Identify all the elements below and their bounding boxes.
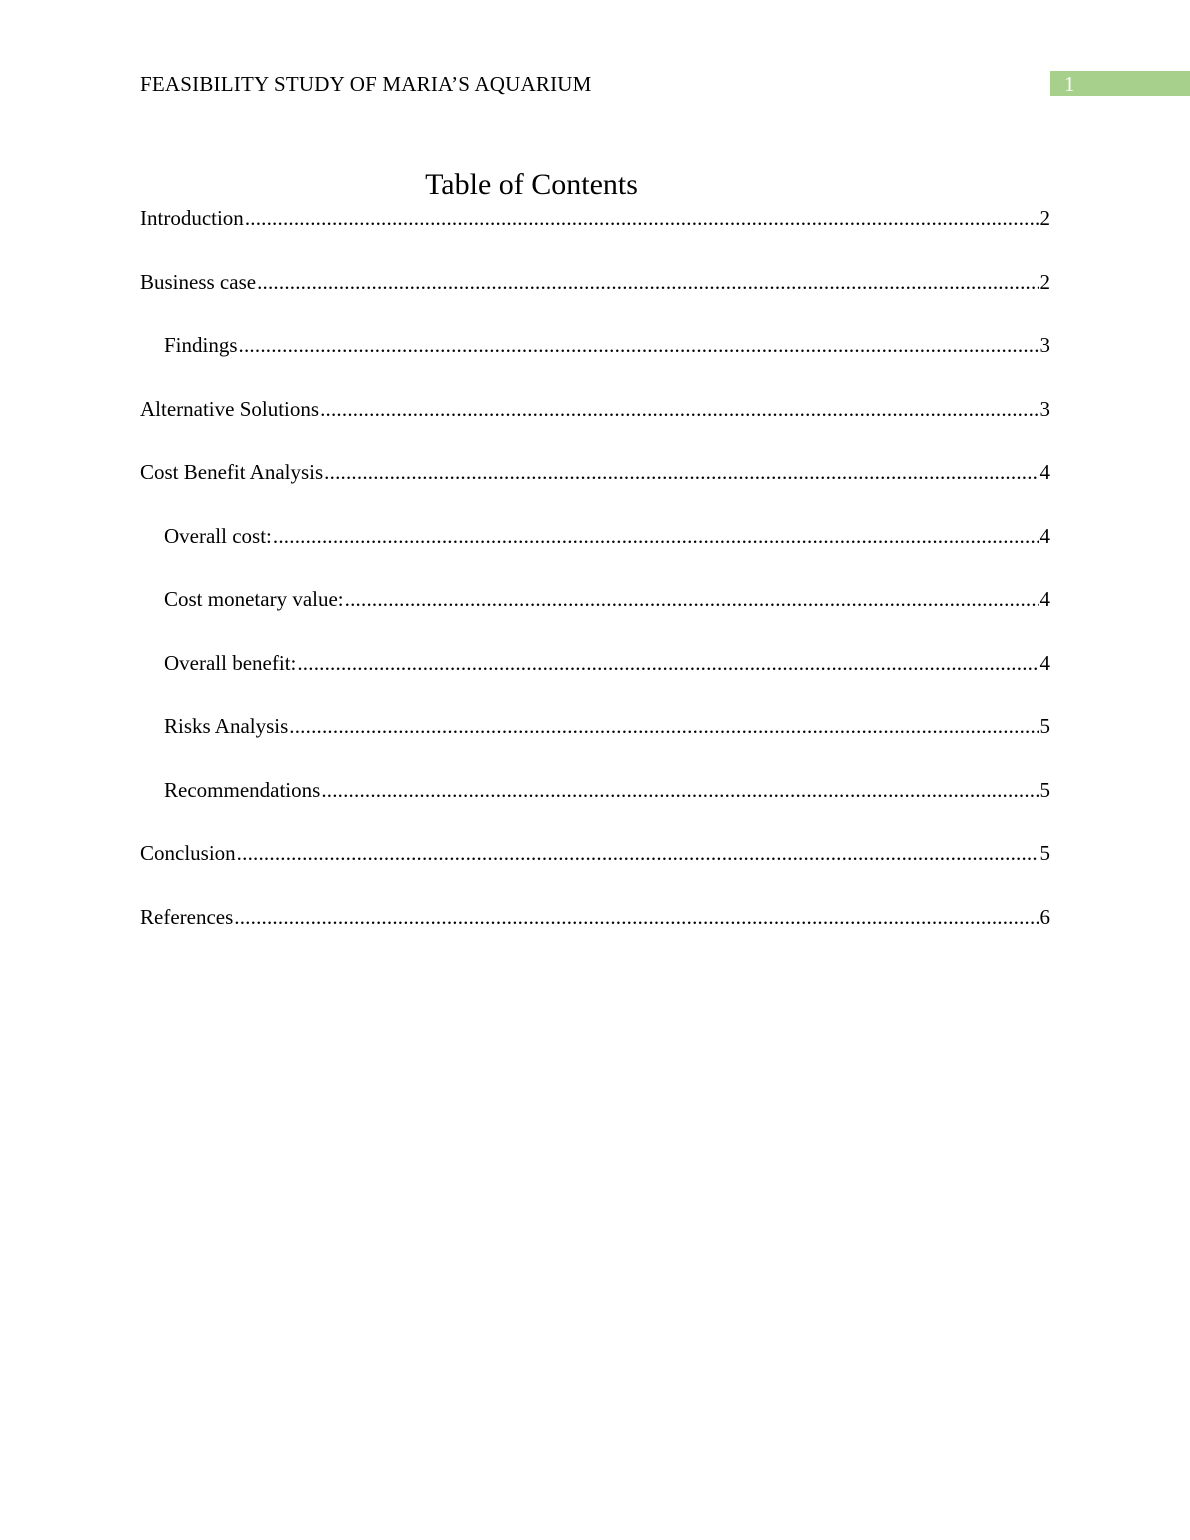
toc-dot-leader: [237, 838, 1039, 868]
table-of-contents: [140, 203, 1050, 965]
toc-dot-leader: [321, 775, 1038, 805]
toc-entry-label: Business case: [140, 269, 257, 294]
toc-entry-page: 4: [1039, 523, 1050, 548]
toc-dot-leader: [289, 711, 1038, 741]
toc-entry-page: 2: [1039, 206, 1050, 230]
toc-entry-label: Cost Benefit Analysis: [140, 460, 324, 484]
toc-entry-business-case[interactable]: [140, 267, 1050, 331]
toc-dot-leader: [297, 648, 1038, 678]
toc-entry-recommendations[interactable]: [140, 775, 1050, 839]
toc-entry-risks-analysis[interactable]: [140, 711, 1050, 775]
toc-entry-label: Risks Analysis: [164, 714, 289, 738]
toc-entry-label: Recommendations: [164, 777, 321, 802]
toc-entry-conclusion[interactable]: [140, 838, 1050, 902]
toc-entry-cost-monetary-value[interactable]: [140, 584, 1050, 648]
page-number-box: [1050, 71, 1190, 96]
toc-entry-alternative-solutions[interactable]: [140, 394, 1050, 458]
toc-dot-leader: [324, 457, 1038, 487]
toc-entry-label: Findings: [164, 333, 238, 357]
toc-dot-leader: [257, 267, 1038, 297]
toc-entry-page: 5: [1039, 714, 1050, 738]
toc-entry-overall-benefit[interactable]: [140, 648, 1050, 712]
toc-entry-page: 4: [1039, 650, 1050, 675]
toc-entry-label: Overall cost:: [164, 523, 272, 548]
toc-dot-leader: [345, 584, 1039, 614]
toc-entry-introduction[interactable]: [140, 203, 1050, 267]
toc-dot-leader: [320, 394, 1038, 424]
toc-entry-label: Conclusion: [140, 841, 236, 865]
toc-entry-label: Cost monetary value:: [164, 587, 344, 611]
toc-entry-overall-cost[interactable]: [140, 521, 1050, 585]
toc-entry-page: 5: [1039, 841, 1050, 865]
toc-dot-leader: [245, 203, 1039, 233]
toc-entry-page: 4: [1039, 587, 1050, 611]
running-head: FEASIBILITY STUDY OF MARIA’S AQUARIUM: [140, 72, 592, 96]
toc-entry-page: 5: [1039, 777, 1050, 802]
toc-entry-page: 2: [1039, 269, 1050, 294]
toc-entry-references[interactable]: [140, 902, 1050, 966]
toc-dot-leader: [239, 330, 1039, 360]
toc-entry-label: Alternative Solutions: [140, 396, 320, 421]
toc-entry-label: References: [140, 904, 234, 929]
toc-entry-page: 3: [1039, 333, 1050, 357]
toc-title: Table of Contents: [425, 168, 638, 201]
toc-entry-label: Overall benefit:: [164, 650, 297, 675]
toc-dot-leader: [273, 521, 1039, 551]
toc-dot-leader: [234, 902, 1038, 932]
toc-entry-page: 4: [1039, 460, 1050, 484]
toc-entry-label: Introduction: [140, 206, 244, 230]
page-number: 1: [1064, 72, 1075, 96]
toc-entry-cost-benefit-analysis[interactable]: [140, 457, 1050, 521]
toc-entry-page: 6: [1039, 904, 1050, 929]
toc-entry-page: 3: [1039, 396, 1050, 421]
toc-entry-findings[interactable]: [140, 330, 1050, 394]
